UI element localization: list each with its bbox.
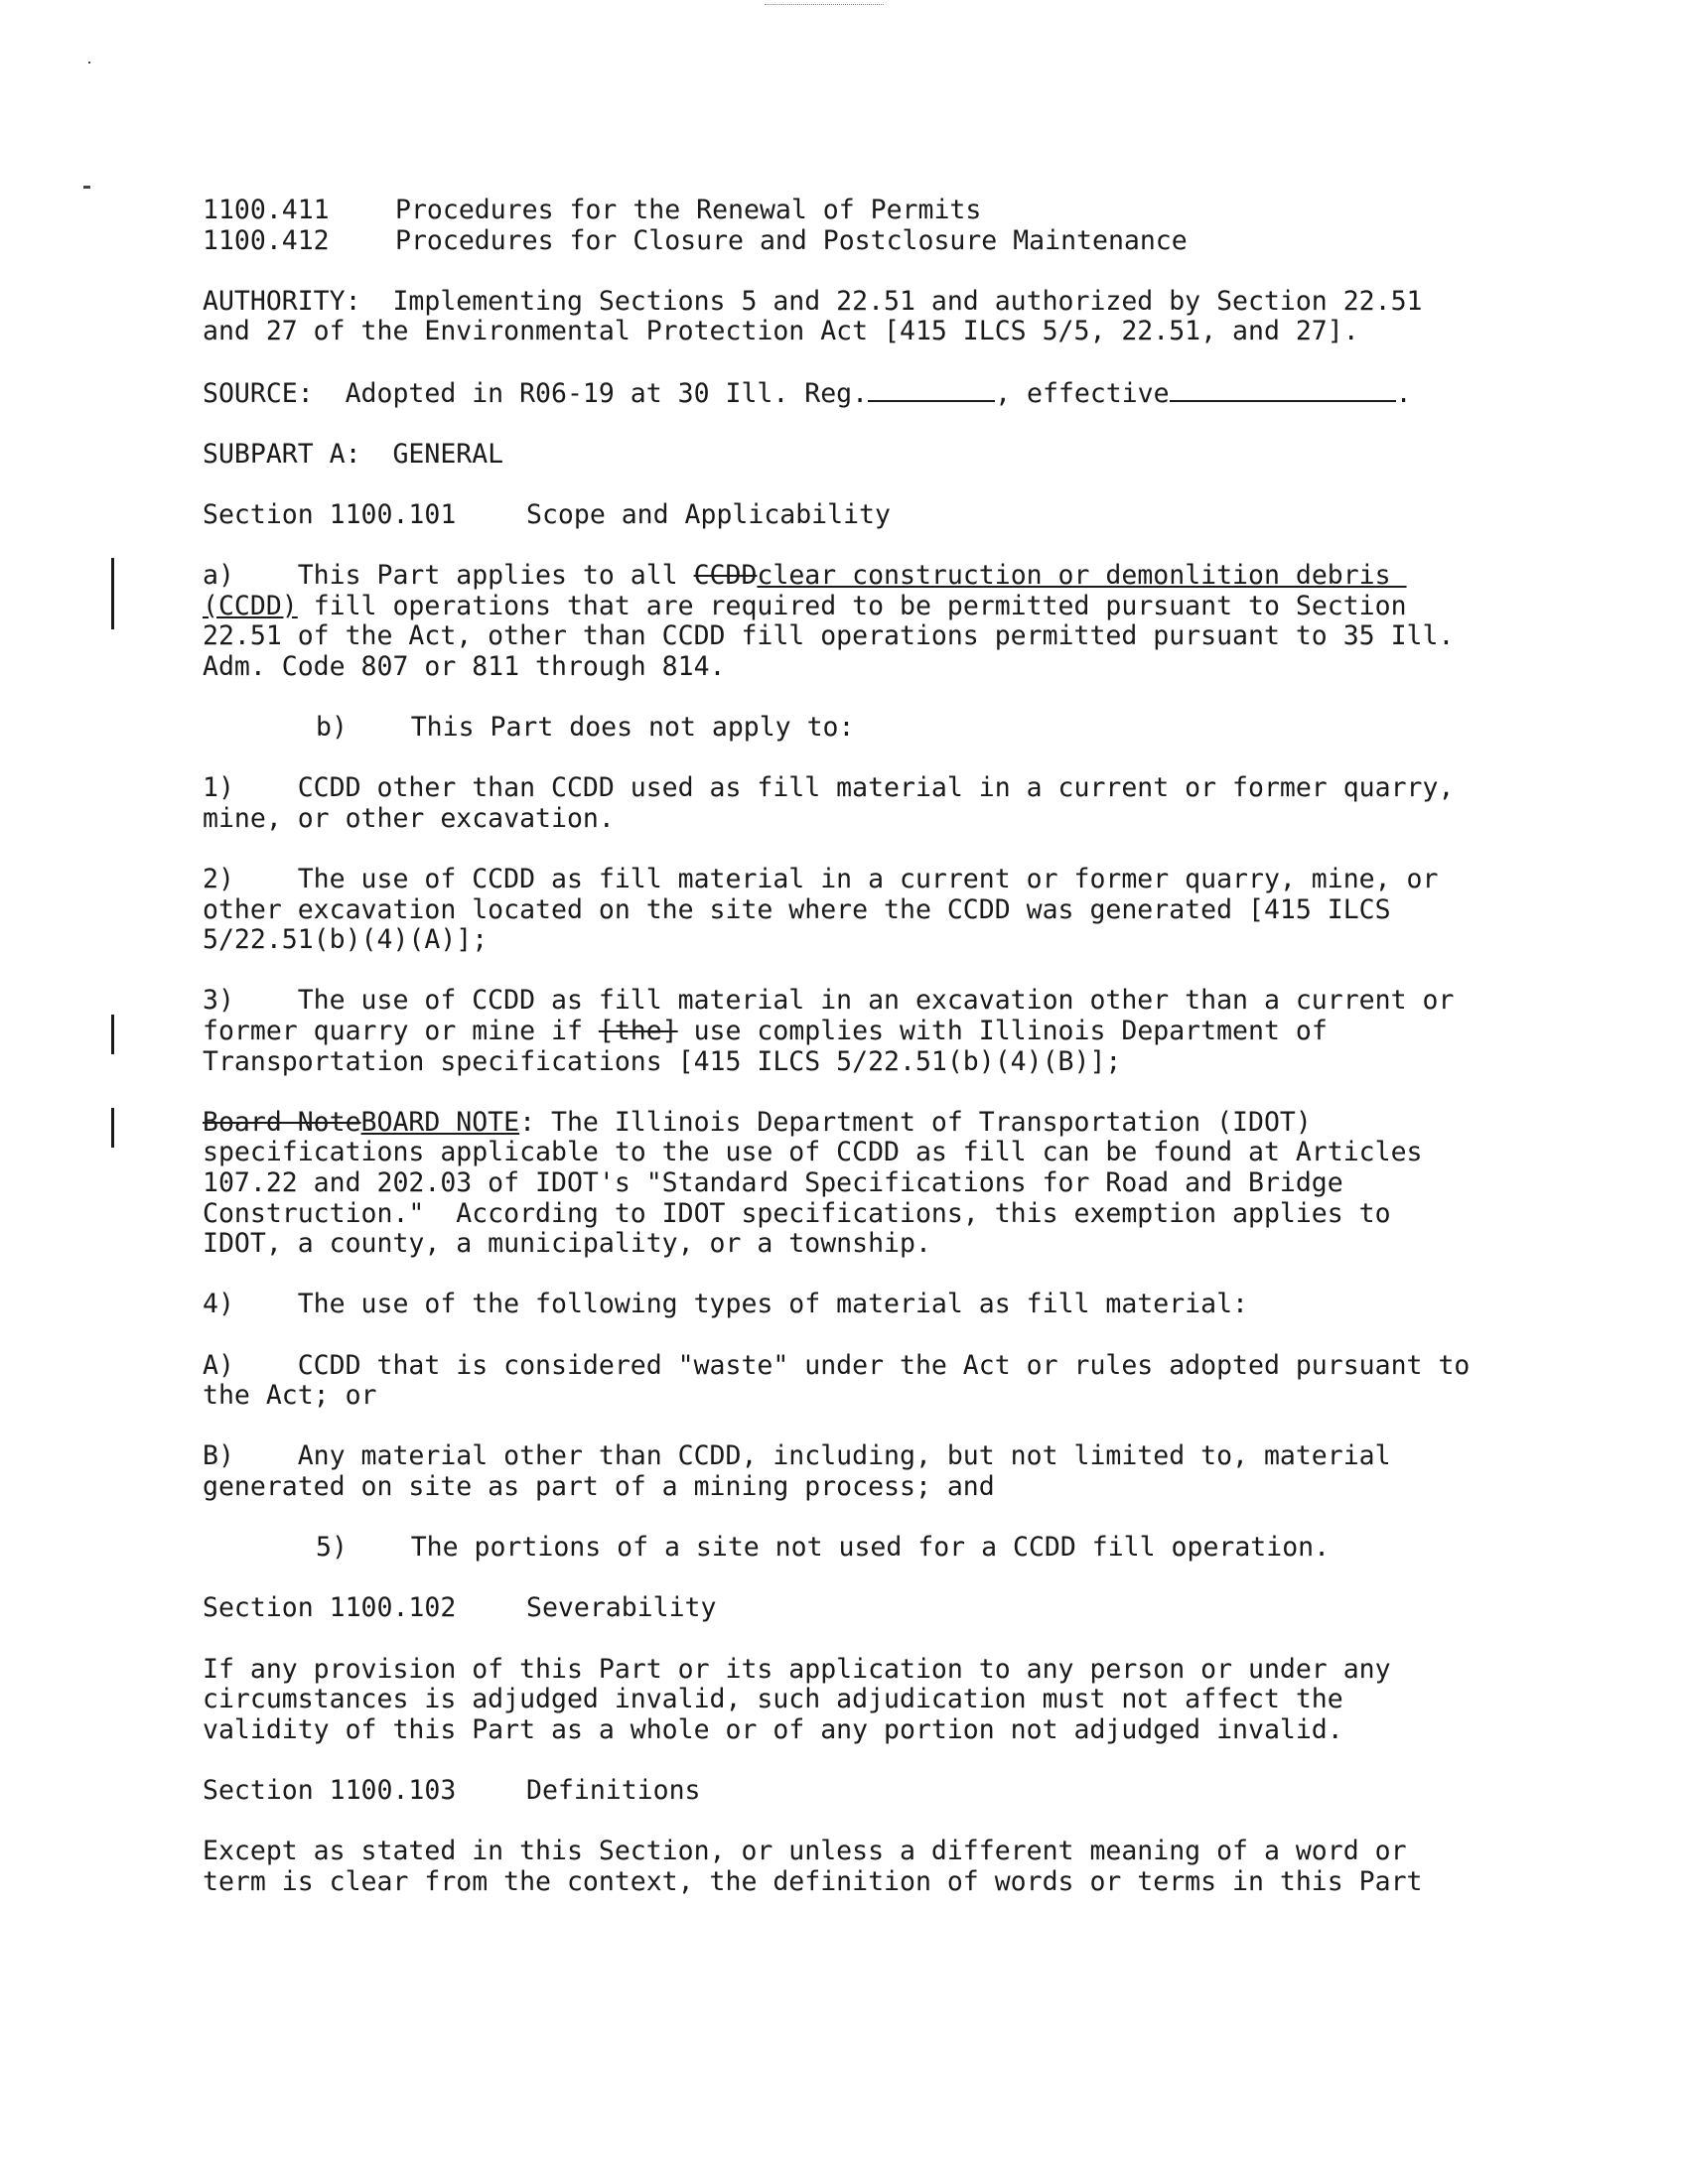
item-1: mine, or other excavation. (203, 802, 615, 834)
paragraph-b: b) This Part does not apply to: (316, 712, 855, 744)
severability-text: If any provision of this Part or its application to any person or under any (203, 1653, 1391, 1685)
item-4: 4) The use of the following types of material as fill material: (203, 1289, 1248, 1320)
item-B: B) Any material other than CCDD, including, but not limited to, material (203, 1440, 1391, 1472)
toc-number: 1100.412 (203, 224, 330, 256)
effective-blank (1170, 378, 1396, 402)
change-bar (111, 1108, 114, 1148)
toc-title: Procedures for Closure and Postclosure Maintenance (395, 224, 1188, 256)
paragraph-a: (CCDD) fill operations that are required to be permitted pursuant to Section (203, 590, 1407, 621)
definitions-text: Except as stated in this Section, or unless a different meaning of a word or (203, 1836, 1407, 1867)
severability-text: validity of this Part as a whole or of any portion not adjudged invalid. (203, 1713, 1343, 1745)
toc-entry (203, 226, 1533, 257)
section-heading (203, 1593, 1533, 1624)
board-note: Construction." According to IDOT specifications, this exemption applies to (203, 1197, 1391, 1229)
paragraph-a: Adm. Code 807 or 811 through 814. (203, 650, 726, 682)
item-3: former quarry or mine if [the] use complies with Illinois Department of (203, 1016, 1328, 1047)
severability-text: circumstances is adjudged invalid, such adjudication must not affect the (203, 1684, 1343, 1715)
item-A: the Act; or (203, 1380, 377, 1412)
item-B: generated on site as part of a mining process; and (203, 1470, 995, 1502)
subpart-heading: SUBPART A: GENERAL (203, 438, 504, 470)
definitions-text: term is clear from the context, the definition of words or terms in this Part (203, 1865, 1423, 1897)
deleted-text: CCDD (693, 560, 758, 592)
paragraph-a: 22.51 of the Act, other than CCDD fill operations permitted pursuant to 35 Ill. (203, 620, 1455, 652)
item-3: Transportation specifications [415 ILCS 5/22.51(b)(4)(B)]; (203, 1045, 1122, 1077)
section-title: Severability (526, 1592, 717, 1624)
item-2: other excavation located on the site where the CCDD was generated [415 ILCS (203, 893, 1391, 925)
toc-number: 1100.411 (203, 195, 330, 225)
section-number: Section 1100.101 (203, 498, 457, 530)
authority-line: AUTHORITY: Implementing Sections 5 and 22.51 and authorized by Section 22.51 (203, 285, 1423, 317)
source-note: SOURCE: Adopted in R06-19 at 30 Ill. Reg. , effective . (203, 377, 1412, 409)
scan-speck (88, 62, 90, 64)
section-number: Section 1100.102 (203, 1592, 457, 1624)
deleted-text: Board Note (203, 1106, 361, 1138)
board-note: Board NoteBOARD NOTE: The Illinois Department of Transportation (IDOT) (203, 1106, 1312, 1138)
board-note: specifications applicable to the use of CCDD as fill can be found at Articles (203, 1137, 1423, 1168)
toc-title: Procedures for the Renewal of Permits (395, 195, 982, 225)
paragraph-a: a) This Part applies to all CCDDclear construction or demonlition debris (203, 560, 1407, 592)
document-page (203, 196, 1533, 1897)
change-bar (111, 1015, 114, 1054)
inserted-text: BOARD NOTE (360, 1106, 520, 1138)
section-title: Definitions (526, 1774, 701, 1806)
inserted-text: clear construction or demonlition debris (757, 560, 1407, 592)
reg-blank (868, 378, 995, 402)
inserted-text: (CCDD) (203, 590, 298, 621)
toc-entry (203, 196, 1533, 226)
item-A: A) CCDD that is considered "waste" under the Act or rules adopted pursuant to (203, 1349, 1471, 1381)
item-1: 1) CCDD other than CCDD used as fill material in a current or former quarry, (203, 772, 1455, 804)
section-heading (203, 500, 1533, 531)
section-number: Section 1100.103 (203, 1774, 457, 1806)
section-heading (203, 1776, 1533, 1807)
board-note: 107.22 and 202.03 of IDOT's "Standard Specifications for Road and Bridge (203, 1167, 1343, 1198)
scan-mark (765, 4, 884, 5)
deleted-text: [the] (598, 1016, 678, 1047)
item-3: 3) The use of CCDD as fill material in an excavation other than a current or (203, 985, 1455, 1017)
authority-line: and 27 of the Environmental Protection Act [415 ILCS 5/5, 22.51, and 27]. (203, 316, 1359, 347)
change-bar (111, 558, 114, 629)
item-2: 2) The use of CCDD as fill material in a current or former quarry, mine, or (203, 864, 1439, 895)
scan-speck (83, 186, 90, 189)
board-note: IDOT, a county, a municipality, or a township. (203, 1228, 931, 1260)
item-2: 5/22.51(b)(4)(A)]; (203, 924, 489, 956)
item-5: 5) The portions of a site not used for a CCDD fill operation. (316, 1532, 1331, 1564)
section-title: Scope and Applicability (526, 498, 891, 530)
